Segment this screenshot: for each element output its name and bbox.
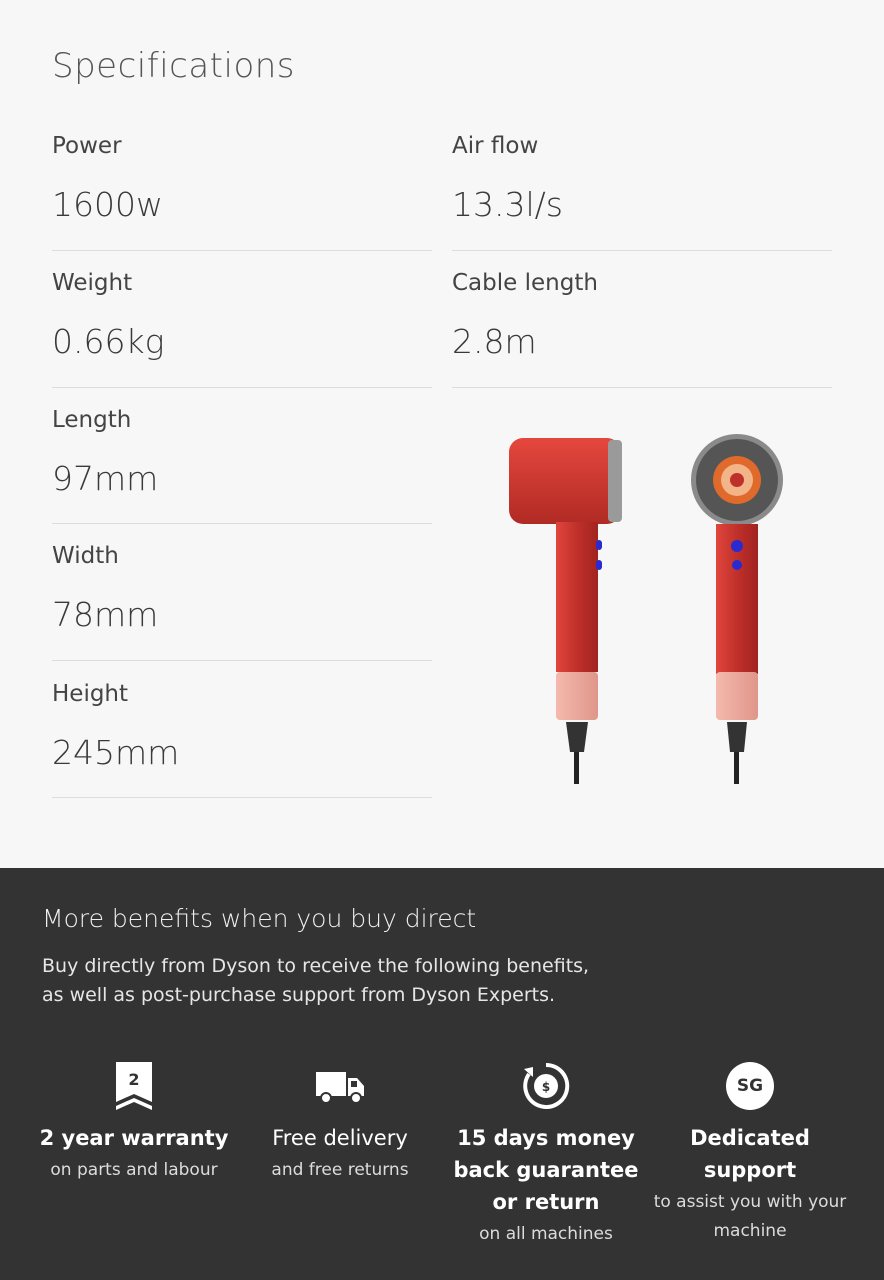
warranty-badge-icon bbox=[104, 1058, 164, 1114]
benefits-description: Buy directly from Dyson to receive the following benefits, as well as post-purchase support from Dyson Experts. bbox=[42, 955, 590, 1006]
spec-value: 97mm bbox=[52, 459, 159, 498]
spec-value: 0.66kg bbox=[52, 322, 165, 361]
benefit-support bbox=[650, 1058, 850, 1246]
spec-air-flow bbox=[452, 133, 832, 251]
benefit-delivery bbox=[240, 1058, 440, 1185]
spec-label: Power bbox=[52, 133, 122, 159]
benefit-money-back bbox=[446, 1058, 646, 1249]
svg-text:$: $ bbox=[541, 1080, 551, 1094]
spec-label: Length bbox=[52, 407, 132, 433]
money-back-icon bbox=[516, 1058, 576, 1114]
hair-dryer-image bbox=[500, 432, 800, 792]
benefit-sub: to assist you with your machine bbox=[653, 1192, 847, 1241]
spec-value: 78mm bbox=[52, 595, 159, 634]
benefit-sub: and free returns bbox=[271, 1160, 409, 1180]
spec-label: Cable length bbox=[452, 270, 598, 296]
benefit-main: Free delivery bbox=[272, 1126, 408, 1150]
warranty-badge-number: 2 bbox=[128, 1070, 140, 1089]
benefits-title: More benefits when you buy direct bbox=[42, 904, 477, 933]
spec-value: 1600w bbox=[52, 185, 163, 224]
benefit-main: Dedicated support bbox=[690, 1126, 810, 1182]
benefits-section bbox=[0, 868, 884, 1280]
benefit-sub: on all machines bbox=[479, 1224, 613, 1244]
spec-label: Height bbox=[52, 681, 129, 707]
benefit-main: 2 year warranty bbox=[39, 1126, 229, 1150]
support-badge-icon bbox=[720, 1058, 780, 1114]
spec-label: Air flow bbox=[452, 133, 539, 159]
spec-value: 13.3l/s bbox=[452, 185, 563, 224]
spec-width bbox=[52, 543, 432, 661]
spec-length bbox=[52, 407, 432, 524]
specifications-title: Specifications bbox=[52, 46, 296, 86]
benefit-warranty bbox=[34, 1058, 234, 1185]
spec-cable-length bbox=[452, 270, 832, 388]
spec-label: Width bbox=[52, 543, 119, 569]
spec-label: Weight bbox=[52, 270, 133, 296]
benefit-main: 15 days money back guarantee or return bbox=[453, 1126, 639, 1214]
spec-height bbox=[52, 681, 432, 798]
benefit-sub: on parts and labour bbox=[50, 1160, 218, 1180]
spec-value: 245mm bbox=[52, 733, 180, 772]
delivery-truck-icon bbox=[310, 1058, 370, 1114]
support-badge: SG bbox=[726, 1062, 774, 1110]
spec-value: 2.8m bbox=[452, 322, 537, 361]
spec-weight bbox=[52, 270, 432, 388]
spec-power bbox=[52, 133, 432, 251]
